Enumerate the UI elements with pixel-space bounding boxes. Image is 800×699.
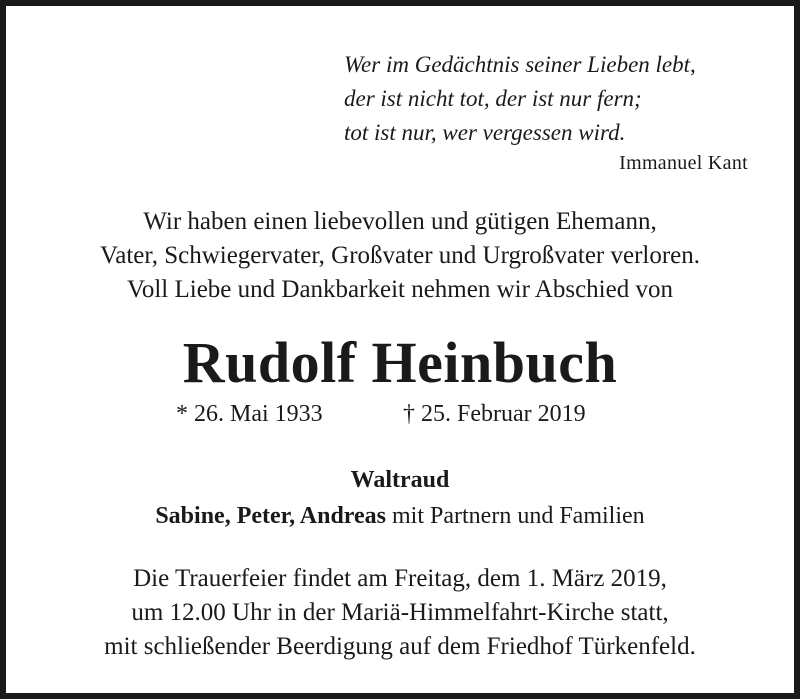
spouse-name: Waltraud xyxy=(350,467,450,493)
quote-line: Wer im Gedächtnis seiner Lieben lebt, xyxy=(344,52,696,77)
birth-date: * 26. Mai 1933 xyxy=(176,401,323,427)
children-line xyxy=(0,498,800,534)
quote-line: der ist nicht tot, der ist nur fern; xyxy=(344,86,642,111)
service-line: mit schließender Beerdigung auf dem Friedhof Türkenfeld. xyxy=(104,633,696,660)
children-suffix: mit Partnern und Familien xyxy=(386,503,645,529)
quote-line: tot ist nur, wer vergessen wird. xyxy=(344,120,626,145)
service-line: um 12.00 Uhr in der Mariä-Himmelfahrt-Kirche statt, xyxy=(131,599,669,626)
intro-line: Voll Liebe und Dankbarkeit nehmen wir Abschied von xyxy=(127,276,673,303)
death-date: † 25. Februar 2019 xyxy=(403,401,586,427)
funeral-service-info xyxy=(0,562,800,664)
service-line: Die Trauerfeier findet am Freitag, dem 1. März 2019, xyxy=(133,565,667,592)
intro-text xyxy=(0,205,800,307)
deceased-name: Rudolf Heinbuch xyxy=(182,330,618,395)
mourners xyxy=(0,462,800,534)
intro-line: Vater, Schwiegervater, Großvater und Urgroßvater verloren. xyxy=(99,242,701,269)
intro-line: Wir haben einen liebevollen und gütigen Ehemann, xyxy=(143,208,657,235)
quote-author: Immanuel Kant xyxy=(619,152,748,174)
children-names: Sabine, Peter, Andreas xyxy=(155,503,387,529)
epigraph-quote xyxy=(344,48,696,150)
